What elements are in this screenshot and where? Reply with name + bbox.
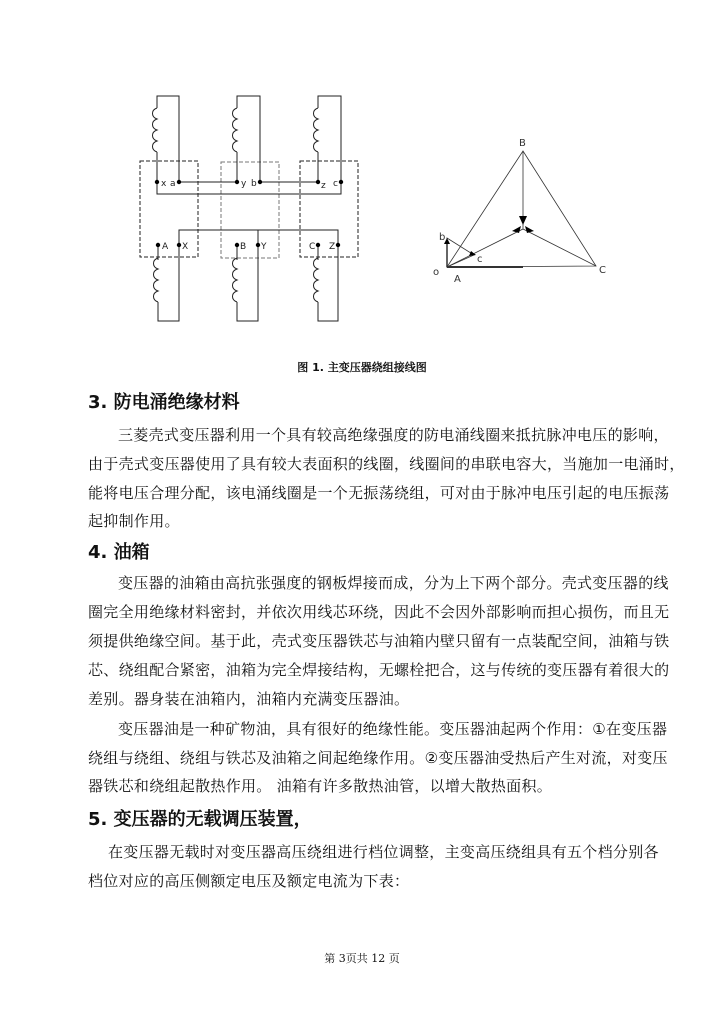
paragraph-line: 差别。器身装在油箱内，油箱内充满变压器油。: [88, 690, 410, 708]
lv-connections: [157, 182, 341, 194]
paragraph-line: 起抑制作用。: [88, 512, 180, 530]
vlabel-b: b: [439, 232, 446, 243]
winding-diagram: [140, 96, 358, 321]
hv-triangle: [447, 151, 596, 267]
terminal-labels: [161, 179, 338, 252]
figure-caption: 图 1. 主变压器绕组接线图: [297, 361, 427, 374]
label-b: b: [251, 179, 257, 189]
paragraph-line: 须提供绝缘空间。基于此，壳式变压器铁芯与油箱内壁只留有一点装配空间，油箱与铁: [88, 632, 670, 650]
paragraph-line: 变压器的油箱由高抗张强度的钢板焊接而成，分为上下两个部分。壳式变压器的线: [118, 574, 669, 592]
section-4-heading: 4. 油箱: [88, 542, 150, 563]
lv-triangle: [447, 238, 474, 267]
hv-winding-3: [318, 245, 338, 321]
vector-labels: [433, 138, 606, 285]
label-z: z: [321, 181, 326, 191]
paragraph-line: 在变压器无载时对变压器高压绕组进行档位调整，主变高压绕组具有五个档分别各: [108, 843, 659, 861]
paragraph-line: 绕组与绕组、绕组与铁芯及油箱之间起绝缘作用。②变压器油受热后产生对流，对变压: [88, 749, 668, 767]
section-3-heading: 3. 防电涌绝缘材料: [88, 392, 240, 413]
label-Z: Z: [329, 242, 336, 252]
lv-winding-3: [318, 96, 341, 182]
label-C: C: [309, 242, 316, 252]
coil-5: [233, 258, 238, 302]
section-5-heading: 5. 变压器的无载调压装置，: [88, 809, 312, 830]
vlabel-C: C: [599, 265, 606, 276]
coil-1: [153, 108, 158, 152]
coil-4: [154, 258, 159, 302]
paragraph-line: 芯、绕组配合紧密，油箱为完全焊接结构，无螺栓把合，这与传统的变压器有着很大的: [88, 661, 670, 679]
paragraph-line: 三菱壳式变压器利用一个具有较高绝缘强度的防电涌线圈来抵抗脉冲电压的影响，: [118, 426, 669, 444]
paragraph-line: 能将电压合理分配，该电涌线圈是一个无振荡绕组，可对由于脉冲电压引起的电压振荡: [88, 484, 670, 502]
paragraph-line: 由于壳式变压器使用了具有较大表面积的线圈，线圈间的串联电容大，当施加一电涌时，: [88, 455, 685, 473]
label-y: y: [241, 179, 247, 189]
label-Y: Y: [261, 242, 267, 252]
coil-3: [314, 108, 319, 152]
phase-box-1: [140, 161, 198, 257]
page-footer: 第 3页共 12 页: [324, 952, 400, 965]
label-x: x: [161, 179, 167, 189]
paragraph-line: 圈完全用绝缘材料密封，并依次用线芯环绕，因此不会因外部影响而担心损伤，而且无: [88, 603, 670, 621]
terminals: [155, 180, 343, 247]
coil-2: [233, 108, 238, 152]
paragraph-line: 器铁芯和绕组起散热作用。 油箱有许多散热油管，以增大散热面积。: [88, 777, 553, 795]
phase-box-2: [221, 162, 279, 258]
vlabel-c: c: [477, 254, 483, 265]
label-a: a: [170, 179, 176, 189]
winding-connection-figure: [0, 0, 724, 400]
hv-winding-1: [158, 245, 179, 321]
label-A: A: [162, 242, 169, 252]
paragraph-line: 变压器油是一种矿物油，具有很好的绝缘性能。变压器油起两个作用：①在变压器: [118, 720, 668, 738]
arrowheads: [444, 216, 534, 256]
vector-diagram: [444, 151, 596, 267]
hv-winding-2: [237, 245, 258, 321]
paragraph-line: 档位对应的高压侧额定电压及额定电流为下表：: [88, 872, 410, 890]
coil-6: [314, 258, 319, 302]
label-X: X: [182, 242, 189, 252]
vlabel-B: B: [519, 138, 526, 149]
vlabel-o: o: [433, 267, 440, 278]
lv-winding-1: [157, 96, 179, 182]
label-c: c: [333, 179, 338, 189]
vlabel-A: A: [454, 274, 461, 285]
lv-winding-2: [237, 96, 260, 182]
star-lines: [447, 151, 596, 267]
label-B: B: [240, 242, 247, 252]
